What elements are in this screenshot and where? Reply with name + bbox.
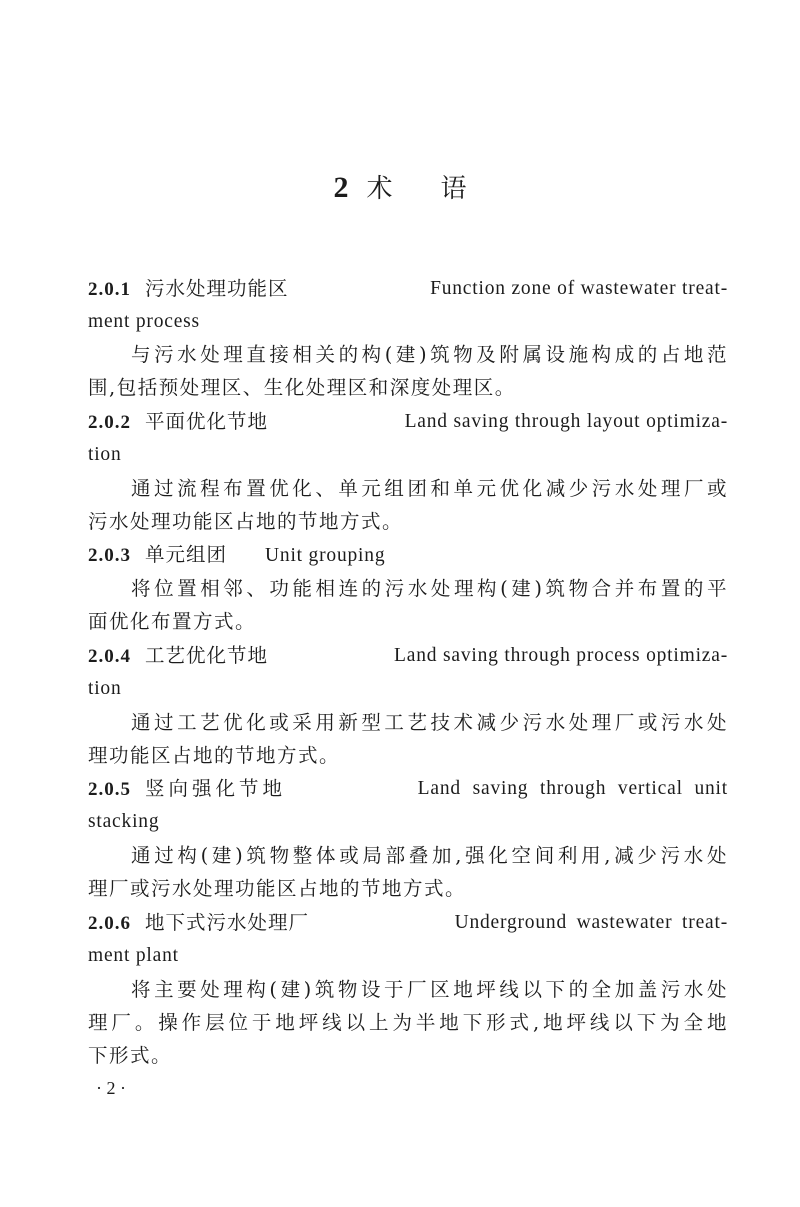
term-english-continued: tion — [88, 444, 122, 465]
term-chinese: 竖向强化节地 — [145, 777, 287, 800]
term-heading — [88, 540, 728, 571]
term-english: Land saving through layout optimiza- — [404, 411, 728, 432]
term-english-continued: ment process — [88, 311, 200, 332]
term-definition-continued: 理厂或污水处理功能区占地的节地方式。 — [88, 877, 467, 900]
term-number: 2.0.2 — [88, 412, 131, 433]
term-definition-continued: 理功能区占地的节地方式。 — [88, 744, 341, 767]
term-definition-continued: 面优化布置方式。 — [88, 610, 257, 633]
term-english-continued: ment plant — [88, 945, 179, 966]
term-english: Underground wastewater treat- — [454, 912, 728, 933]
term-number: 2.0.4 — [88, 646, 131, 667]
page-number: · 2 · — [96, 1078, 126, 1098]
chapter-title-char-1: 术 — [366, 174, 393, 204]
term-chinese: 地下式污水处理厂 — [145, 911, 310, 934]
term-definition: 通过工艺优化或采用新型工艺技术减少污水处理厂或污水处 — [131, 711, 728, 734]
term-english: Land saving through vertical unit — [417, 778, 728, 799]
term-number: 2.0.1 — [88, 279, 131, 300]
term-heading — [88, 641, 728, 672]
term-english: Function zone of wastewater treat- — [430, 278, 728, 299]
term-english-continued: stacking — [88, 811, 160, 832]
term-chinese: 工艺优化节地 — [145, 644, 269, 667]
term-english: Unit grouping — [265, 545, 386, 566]
term-definition-continued: 理厂。操作层位于地坪线以上为半地下形式,地坪线以下为全地 — [88, 1011, 728, 1034]
term-chinese: 平面优化节地 — [145, 410, 269, 433]
term-number: 2.0.3 — [88, 545, 131, 566]
term-heading — [88, 274, 728, 305]
term-english-continued: tion — [88, 678, 122, 699]
term-chinese: 污水处理功能区 — [145, 277, 289, 300]
chapter-number: 2 — [333, 171, 349, 204]
term-chinese: 单元组团 — [145, 543, 228, 566]
term-number: 2.0.6 — [88, 913, 131, 934]
term-definition: 将主要处理构(建)筑物设于厂区地坪线以下的全加盖污水处 — [131, 978, 728, 1001]
term-heading — [88, 908, 728, 939]
term-heading — [88, 774, 728, 805]
chapter-title-char-2: 语 — [440, 174, 467, 204]
term-definition: 将位置相邻、功能相连的污水处理构(建)筑物合并布置的平 — [131, 577, 728, 600]
term-definition-continued: 围,包括预处理区、生化处理区和深度处理区。 — [88, 376, 516, 399]
term-definition-continued: 污水处理功能区占地的节地方式。 — [88, 510, 404, 533]
chapter-title — [0, 166, 800, 211]
term-definition: 与污水处理直接相关的构(建)筑物及附属设施构成的占地范 — [131, 343, 728, 366]
term-definition-continued: 下形式。 — [88, 1044, 173, 1067]
term-english: Land saving through process optimiza- — [394, 645, 728, 666]
term-heading — [88, 407, 728, 438]
term-definition: 通过流程布置优化、单元组团和单元优化减少污水处理厂或 — [131, 477, 728, 500]
term-definition: 通过构(建)筑物整体或局部叠加,强化空间利用,减少污水处 — [131, 844, 728, 867]
term-number: 2.0.5 — [88, 779, 131, 800]
